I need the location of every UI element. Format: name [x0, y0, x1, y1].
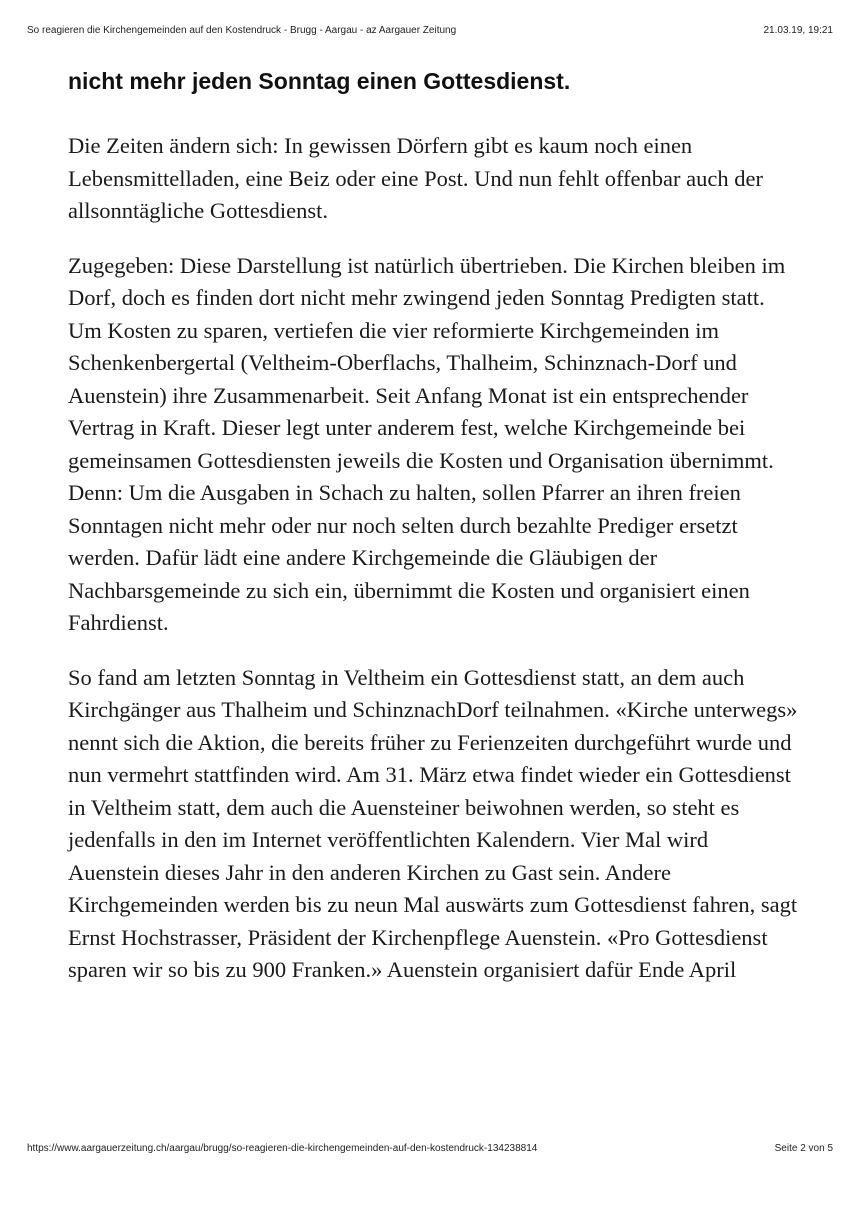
- print-header: [27, 25, 833, 36]
- print-footer: [27, 1143, 833, 1154]
- article-paragraph-3: So fand am letzten Sonntag in Veltheim ein Gottesdienst statt, an dem auch Kirchgänger aus Thalheim und SchinznachDorf teilnahmen. «Kirche unterwegs» nennt sich die Aktion, die bereits früher zu Ferienzeiten durchgeführt wurde und nun vermehrt stattfinden wird. Am 31. März etwa findet wieder ein Gottesdienst in Veltheim statt, dem auch die Auensteiner beiwohnen werden, so steht es jedenfalls in den im Internet veröffentlichten Kalendern. Vier Mal wird Auenstein dieses Jahr in den anderen Kirchen zu Gast sein. Andere Kirchgemeinden werden bis zu neun Mal auswärts zum Gottesdienst fahren, sagt Ernst Hochstrasser, Präsident der Kirchenpflege Auenstein. «Pro Gottesdienst sparen wir so bis zu 900 Franken.» Auenstein organisiert dafür Ende April: [68, 664, 798, 982]
- article-paragraph-1: Die Zeiten ändern sich: In gewissen Dörfern gibt es kaum noch einen Lebensmittelladen, eine Beiz oder eine Post. Und nun fehlt offenbar auch der allsonntägliche Gottesdienst.: [68, 133, 763, 223]
- print-datetime: 21.03.19, 19:21: [763, 25, 833, 36]
- page-number: Seite 2 von 5: [774, 1143, 833, 1154]
- article-paragraph-2: Zugegeben: Diese Darstellung ist natürlich übertrieben. Die Kirchen bleiben im Dorf, doch es finden dort nicht mehr zwingend jeden Sonntag Predigten statt. Um Kosten zu sparen, vertiefen die vier reformierte Kirchgemeinden im Schenkenbergertal (Veltheim-Oberflachs, Thalheim, Schinznach-Dorf und Auenstein) ihre Zusammenarbeit. Seit Anfang Monat ist ein entsprechender Vertrag in Kraft. Dieser legt unter anderem fest, welche Kirchgemeinde bei gemeinsamen Gottesdiensten jeweils die Kosten und Organisation übernimmt. Denn: Um die Ausgaben in Schach zu halten, sollen Pfarrer an ihren freien Sonntagen nicht mehr oder nur noch selten durch bezahlte Prediger ersetzt werden. Dafür lädt eine andere Kirchgemeinde die Gläubigen der Nachbarsgemeinde zu sich ein, übernimmt die Kosten und organisiert einen Fahrdienst.: [68, 252, 786, 635]
- article-body: [68, 66, 798, 1009]
- page-url: https://www.aargauerzeitung.ch/aargau/brugg/so-reagieren-die-kirchengemeinden-auf-den-kostendruck-134238814: [27, 1143, 538, 1154]
- article-subtitle: nicht mehr jeden Sonntag einen Gottesdienst.: [68, 68, 571, 94]
- page-title: So reagieren die Kirchengemeinden auf den Kostendruck - Brugg - Aargau - az Aargauer Zeitung: [27, 25, 457, 36]
